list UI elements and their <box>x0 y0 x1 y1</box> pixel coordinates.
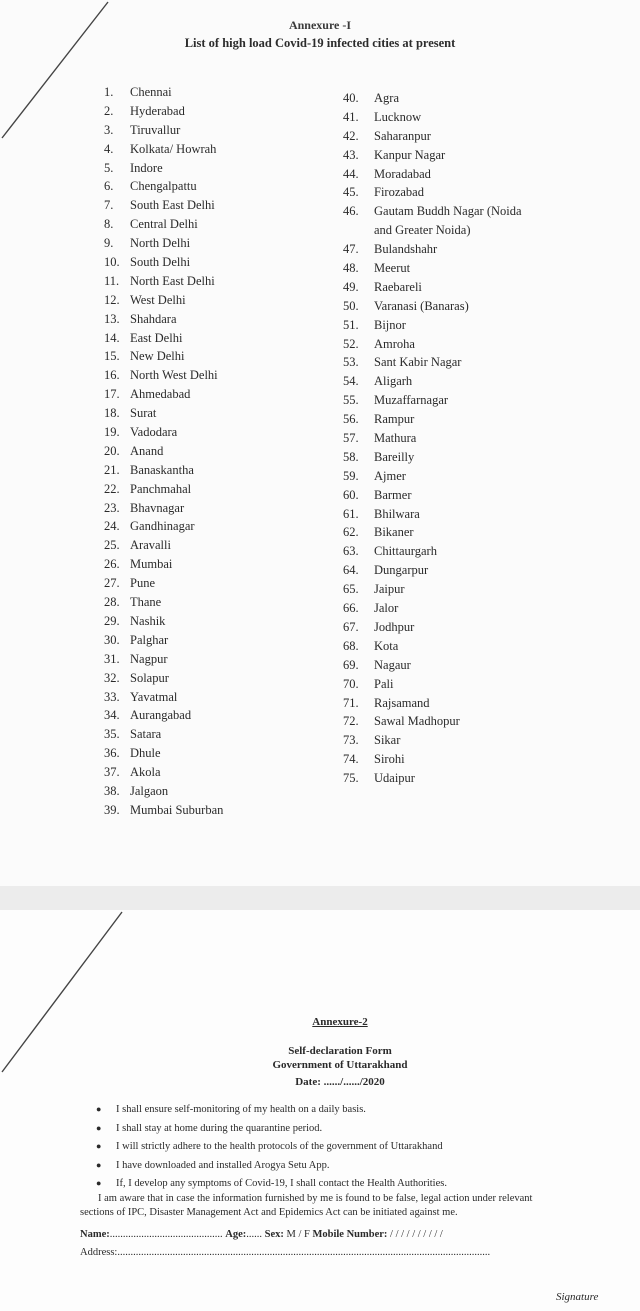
bullet-icon: ● <box>96 1122 102 1133</box>
city-name: Banaskantha <box>130 462 194 477</box>
city-name: Moradabad <box>374 166 431 181</box>
city-name: Hyderabad <box>130 103 185 118</box>
city-item <box>104 272 223 291</box>
city-item <box>104 480 223 499</box>
city-number: 52. <box>343 336 359 351</box>
city-item <box>343 89 522 108</box>
city-item <box>104 329 223 348</box>
city-name: Jalgaon <box>130 783 169 798</box>
city-name: Muzaffarnagar <box>374 393 449 408</box>
city-item <box>104 83 223 102</box>
city-number: 66. <box>343 601 359 616</box>
city-item <box>343 372 522 391</box>
city-name: Nagpur <box>130 651 168 666</box>
city-item <box>104 102 223 121</box>
city-item <box>343 410 522 429</box>
city-list-left <box>104 83 223 820</box>
city-item <box>104 385 223 404</box>
city-item <box>343 467 522 486</box>
city-name: Bhavnagar <box>130 500 185 515</box>
city-item <box>343 165 522 184</box>
city-name: Aurangabad <box>130 708 192 723</box>
city-item <box>343 580 522 599</box>
city-item <box>343 505 522 524</box>
declaration-item <box>96 1119 447 1138</box>
mobile-label: Mobile Number: <box>312 1229 388 1240</box>
city-name: Chengalpattu <box>130 179 197 194</box>
address-label: Address: <box>80 1247 118 1258</box>
city-name: Kanpur Nagar <box>374 147 446 162</box>
city-item <box>343 316 522 335</box>
city-item <box>104 669 223 688</box>
city-number: 4. <box>104 141 114 156</box>
city-name: Jalor <box>374 601 399 616</box>
city-name: North East Delhi <box>130 273 215 288</box>
city-number: 51. <box>343 317 359 332</box>
city-item <box>104 159 223 178</box>
city-item <box>104 196 223 215</box>
city-number: 59. <box>343 468 359 483</box>
mobile-field[interactable]: / / / / / / / / / / <box>390 1229 443 1240</box>
city-name: Bijnor <box>374 317 406 332</box>
city-number: 12. <box>104 292 120 307</box>
city-item <box>343 712 522 731</box>
city-name: Gandhinagar <box>130 519 195 534</box>
city-item <box>104 631 223 650</box>
city-number: 22. <box>104 481 120 496</box>
city-name: Yavatmal <box>130 689 178 704</box>
city-number: 26. <box>104 557 120 572</box>
address-row <box>80 1247 490 1258</box>
city-item <box>343 146 522 165</box>
city-item <box>343 769 522 788</box>
city-name: Pali <box>374 676 394 691</box>
city-item <box>104 461 223 480</box>
city-number: 37. <box>104 765 120 780</box>
city-name: West Delhi <box>130 292 186 307</box>
city-number: 27. <box>104 576 120 591</box>
city-number: 43. <box>343 147 359 162</box>
city-item <box>104 574 223 593</box>
city-item <box>104 744 223 763</box>
bullet-icon: ● <box>96 1141 102 1151</box>
city-number: 23. <box>104 500 120 515</box>
city-item <box>104 291 223 310</box>
city-name: Agra <box>374 91 399 105</box>
city-number: 9. <box>104 236 114 251</box>
city-name: Central Delhi <box>130 217 198 232</box>
city-name: Udaipur <box>374 771 415 786</box>
city-item <box>104 801 223 820</box>
city-number: 74. <box>343 752 359 767</box>
city-item <box>343 297 522 316</box>
city-item <box>104 121 223 140</box>
city-item <box>104 555 223 574</box>
city-name: and Greater Noida) <box>374 223 471 238</box>
address-field[interactable]: .............................................................................................................................................. <box>117 1247 491 1258</box>
city-number: 28. <box>104 595 120 610</box>
city-name: South Delhi <box>130 255 191 270</box>
city-number: 67. <box>343 619 359 634</box>
city-name: Akola <box>130 765 161 780</box>
city-name: Panchmahal <box>130 481 192 496</box>
city-number: 14. <box>104 330 120 345</box>
city-number: 58. <box>343 449 359 464</box>
bullet-icon: ● <box>96 1104 102 1114</box>
city-number: 11. <box>104 273 120 288</box>
declaration-item <box>96 1137 447 1156</box>
city-name: Dungarpur <box>374 563 429 578</box>
city-number: 40. <box>343 91 359 105</box>
city-item <box>104 517 223 536</box>
legal-line-1: I am aware that in case the information furnished by me is found to be false, legal action under relevant <box>98 1193 533 1204</box>
city-name: Tiruvallur <box>130 122 181 137</box>
city-item <box>343 335 522 354</box>
city-number: 16. <box>104 368 120 383</box>
bullet-icon: ● <box>96 1178 102 1188</box>
city-name: Firozabad <box>374 185 424 200</box>
city-number: 6. <box>104 179 114 194</box>
city-number: 32. <box>104 670 120 685</box>
city-number: 10. <box>104 255 120 270</box>
city-number: 15. <box>104 349 120 364</box>
legal-line-2: sections of IPC, Disaster Management Act and Epidemics Act can be initiated against me. <box>80 1207 458 1218</box>
declaration-text: I have downloaded and installed Arogya Setu App. <box>116 1159 330 1171</box>
declaration-text: If, I develop any symptoms of Covid-19, I shall contact the Health Authorities. <box>116 1178 447 1189</box>
city-number: 2. <box>104 103 114 118</box>
sex-label: Sex: <box>264 1229 284 1240</box>
city-item <box>104 763 223 782</box>
city-item <box>343 618 522 637</box>
city-item <box>104 310 223 329</box>
city-item <box>104 215 223 234</box>
annexure-1-label: Annexure -I <box>288 18 352 32</box>
city-item <box>343 108 522 127</box>
city-item <box>104 423 223 442</box>
city-number: 62. <box>343 525 359 540</box>
signature-label: Signature <box>556 1291 599 1303</box>
city-item <box>343 353 522 372</box>
city-number: 39. <box>104 802 120 817</box>
city-number: 7. <box>104 198 114 213</box>
city-number: 29. <box>104 613 120 628</box>
city-number: 42. <box>343 128 359 143</box>
form-date: Date: ....../....../2020 <box>295 1076 385 1088</box>
declaration-item <box>96 1100 447 1119</box>
city-number: 69. <box>343 657 359 672</box>
city-number: 5. <box>104 160 114 175</box>
city-number: 8. <box>104 217 114 232</box>
city-name: Rampur <box>374 412 415 427</box>
city-item <box>343 127 522 146</box>
city-number: 45. <box>343 185 359 200</box>
city-name: Raebareli <box>374 279 422 294</box>
city-number: 60. <box>343 487 359 502</box>
city-item <box>343 637 522 656</box>
city-item <box>104 177 223 196</box>
city-name: Pune <box>130 576 155 591</box>
city-name: Kota <box>374 638 399 653</box>
city-item <box>343 675 522 694</box>
city-number: 64. <box>343 563 359 578</box>
city-name: Sawal Madhopur <box>374 714 460 729</box>
city-number: 18. <box>104 406 120 421</box>
city-number: 49. <box>343 279 359 294</box>
city-item <box>343 448 522 467</box>
city-name: Mathura <box>374 431 417 446</box>
city-item <box>343 240 522 259</box>
city-item <box>104 688 223 707</box>
declaration-item <box>96 1174 447 1193</box>
city-name: Chittaurgarh <box>374 544 437 559</box>
city-name: Anand <box>130 443 164 458</box>
government-name: Government of Uttarakhand <box>272 1059 408 1071</box>
city-item <box>343 221 522 240</box>
city-item <box>343 486 522 505</box>
city-name: Palghar <box>130 632 169 647</box>
city-number: 34. <box>104 708 120 723</box>
city-number: 46. <box>343 204 359 219</box>
city-number: 38. <box>104 783 120 798</box>
city-item <box>343 278 522 297</box>
city-name: Ajmer <box>374 468 406 483</box>
city-name: Thane <box>130 595 162 610</box>
city-item <box>343 694 522 713</box>
city-number: 47. <box>343 242 359 257</box>
bullet-icon: ● <box>96 1159 102 1170</box>
city-number: 57. <box>343 431 359 446</box>
city-item <box>104 499 223 518</box>
city-name: Shahdara <box>130 311 177 326</box>
city-name: Chennai <box>130 85 172 99</box>
city-name: Bhilwara <box>374 506 420 521</box>
city-name: South East Delhi <box>130 198 215 213</box>
city-name: Surat <box>130 406 157 421</box>
legal-paragraph <box>80 1192 610 1220</box>
annexure-2-label: Annexure-2 <box>312 1016 368 1028</box>
city-name: Vadodara <box>130 425 178 440</box>
city-item <box>104 650 223 669</box>
city-item <box>104 536 223 555</box>
city-item <box>343 183 522 202</box>
city-item <box>104 404 223 423</box>
city-number: 31. <box>104 651 120 666</box>
city-item <box>104 442 223 461</box>
details-row <box>80 1229 443 1240</box>
city-name: Aravalli <box>130 538 171 553</box>
city-number: 65. <box>343 582 359 597</box>
city-name: Barmer <box>374 487 412 502</box>
city-item <box>343 391 522 410</box>
city-name: North West Delhi <box>130 368 218 383</box>
city-name: North Delhi <box>130 236 191 251</box>
city-number: 55. <box>343 393 359 408</box>
city-number: 72. <box>343 714 359 729</box>
annexure-1-title: List of high load Covid-19 infected cities at present <box>184 36 456 50</box>
declaration-text: I shall stay at home during the quarantine period. <box>116 1122 323 1134</box>
sex-options[interactable]: M / F <box>286 1229 310 1240</box>
city-item <box>343 429 522 448</box>
city-number: 21. <box>104 462 120 477</box>
city-item <box>104 782 223 801</box>
city-name: Sikar <box>374 733 401 748</box>
city-item <box>343 731 522 750</box>
city-name: Meerut <box>374 261 411 276</box>
city-name: Jodhpur <box>374 619 415 634</box>
name-label: Name: <box>80 1229 110 1240</box>
city-name: Bulandshahr <box>374 242 438 257</box>
city-item <box>104 706 223 725</box>
city-item <box>104 366 223 385</box>
city-item <box>104 347 223 366</box>
age-label: Age: <box>225 1229 247 1240</box>
city-name: Solapur <box>130 670 169 685</box>
city-name: Indore <box>130 160 163 175</box>
city-name: East Delhi <box>130 330 183 345</box>
city-number: 3. <box>104 122 114 137</box>
city-number: 33. <box>104 689 120 704</box>
name-field[interactable]: ........................................... <box>109 1229 223 1240</box>
city-number: 48. <box>343 261 359 276</box>
city-name: Sirohi <box>374 752 405 767</box>
city-item <box>104 253 223 272</box>
city-list-right <box>343 89 522 788</box>
city-name: Jaipur <box>374 582 405 597</box>
city-name: Amroha <box>374 336 415 351</box>
city-number: 30. <box>104 632 120 647</box>
city-item <box>343 599 522 618</box>
city-name: Nagaur <box>374 657 411 672</box>
city-name: Ahmedabad <box>130 387 191 402</box>
city-number: 75. <box>343 771 359 786</box>
page-gap <box>0 886 640 910</box>
declaration-text: I will strictly adhere to the health protocols of the government of Uttarakhand <box>116 1141 443 1152</box>
city-number: 35. <box>104 727 120 742</box>
city-item <box>343 561 522 580</box>
city-number: 56. <box>343 412 359 427</box>
city-number: 25. <box>104 538 120 553</box>
city-name: Gautam Buddh Nagar (Noida <box>374 204 522 219</box>
city-name: Dhule <box>130 746 161 761</box>
city-number: 19. <box>104 425 120 440</box>
city-item <box>104 234 223 253</box>
city-number: 73. <box>343 733 359 748</box>
declaration-item <box>96 1156 447 1175</box>
city-name: Lucknow <box>374 109 422 124</box>
city-item <box>104 593 223 612</box>
city-item <box>343 259 522 278</box>
city-name: Bareilly <box>374 449 415 464</box>
city-number: 71. <box>343 695 359 710</box>
city-number: 41. <box>343 109 359 124</box>
city-number: 50. <box>343 298 359 313</box>
city-name: Nashik <box>130 613 166 628</box>
city-item <box>343 542 522 561</box>
city-name: New Delhi <box>130 349 185 364</box>
city-name: Sant Kabir Nagar <box>374 355 462 370</box>
form-title: Self-declaration Form <box>288 1045 392 1057</box>
city-number: 24. <box>104 519 120 534</box>
city-item <box>343 750 522 769</box>
city-name: Satara <box>130 727 162 742</box>
city-name: Varanasi (Banaras) <box>374 298 469 313</box>
city-number: 44. <box>343 166 359 181</box>
city-number: 13. <box>104 311 120 326</box>
city-item <box>343 202 522 221</box>
city-number: 63. <box>343 544 359 559</box>
city-number: 53. <box>343 355 359 370</box>
city-item <box>104 725 223 744</box>
declaration-list <box>96 1100 447 1193</box>
city-number: 68. <box>343 638 359 653</box>
city-number: 20. <box>104 443 120 458</box>
city-item <box>343 656 522 675</box>
city-number: 36. <box>104 746 120 761</box>
declaration-text: I shall ensure self-monitoring of my health on a daily basis. <box>116 1104 366 1115</box>
city-number: 54. <box>343 374 359 389</box>
city-item <box>104 140 223 159</box>
city-name: Aligarh <box>374 374 413 389</box>
city-item <box>343 523 522 542</box>
age-field[interactable]: ...... <box>246 1229 262 1240</box>
city-number: 70. <box>343 676 359 691</box>
city-name: Mumbai <box>130 557 173 572</box>
city-number: 1. <box>104 85 114 99</box>
city-name: Rajsamand <box>374 695 430 710</box>
city-name: Bikaner <box>374 525 414 540</box>
city-number: 17. <box>104 387 120 402</box>
city-number: 61. <box>343 506 359 521</box>
city-name: Mumbai Suburban <box>130 802 224 817</box>
city-name: Kolkata/ Howrah <box>130 141 217 156</box>
city-name: Saharanpur <box>374 128 431 143</box>
city-item <box>104 612 223 631</box>
